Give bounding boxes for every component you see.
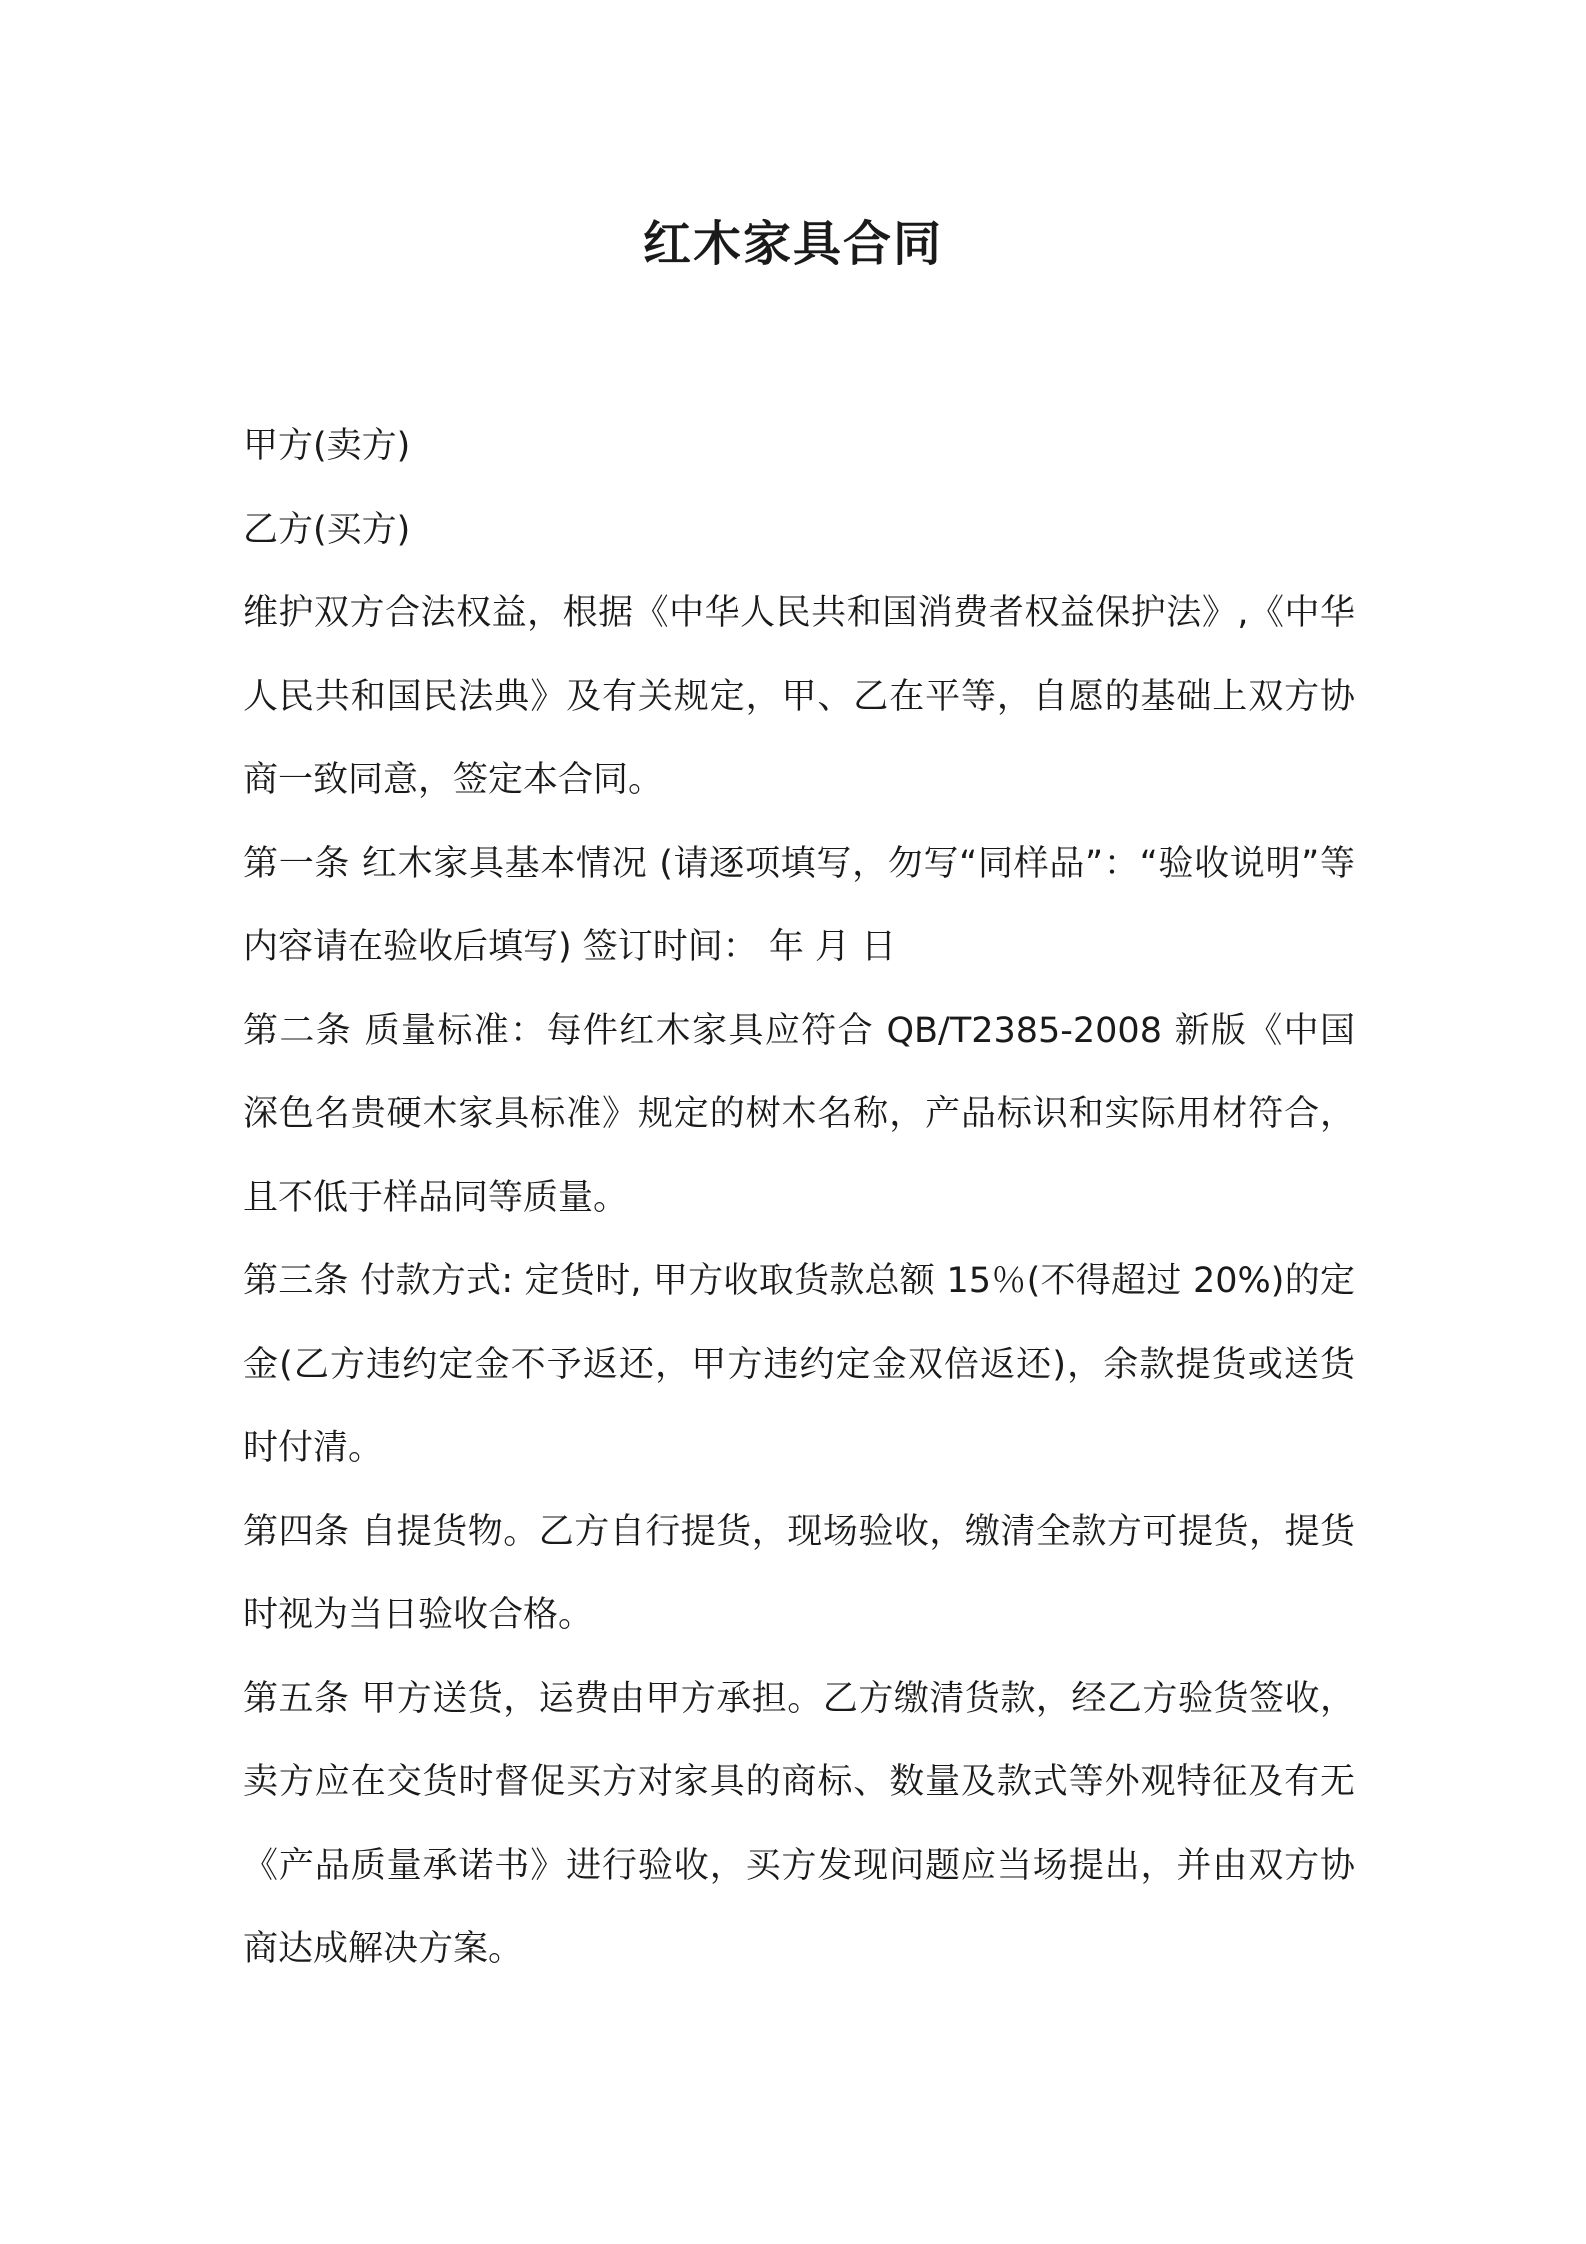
- article-4: 第四条 自提货物。乙方自行提货，现场验收，缴清全款方可提货，提货时视为当日验收合格。: [243, 1511, 1355, 1635]
- article-5: 第五条 甲方送货，运费由甲方承担。乙方缴清货款，经乙方验货签收，卖方应在交货时督促买方对家具的商标、数量及款式等外观特征及有无《产品质量承诺书》进行验收，买方发现问题应当场提出，并由双方协商达成解决方案。: [243, 1678, 1355, 1969]
- article-2: 第二条 质量标准：每件红木家具应符合 QB/T2385-2008 新版《中国深色名贵硬木家具标准》规定的树木名称，产品标识和实际用材符合，且不低于样品同等质量。: [243, 1010, 1355, 1218]
- document-body: [243, 405, 1355, 1992]
- article-3: 第三条 付款方式: 定货时, 甲方收取货款总额 15％(不得超过 20%)的定金(乙方违约定金不予返还，甲方违约定金双倍返还)，余款提货或送货时付清。: [243, 1261, 1355, 1468]
- document-title: 红木家具合同: [642, 216, 943, 272]
- preamble-paragraph: 维护双方合法权益，根据《中华人民共和国消费者权益保护法》,《中华人民共和国民法典》及有关规定，甲、乙在平等，自愿的基础上双方协商一致同意，签定本合同。: [243, 593, 1355, 800]
- party-b-line: 乙方(买方): [243, 509, 411, 550]
- party-a-line: 甲方(卖方): [243, 426, 411, 466]
- article-1: 第一条 红木家具基本情况 (请逐项填写，勿写“同样品”：“验收说明”等内容请在验收后填写) 签订时间： 年 月 日: [243, 843, 1355, 967]
